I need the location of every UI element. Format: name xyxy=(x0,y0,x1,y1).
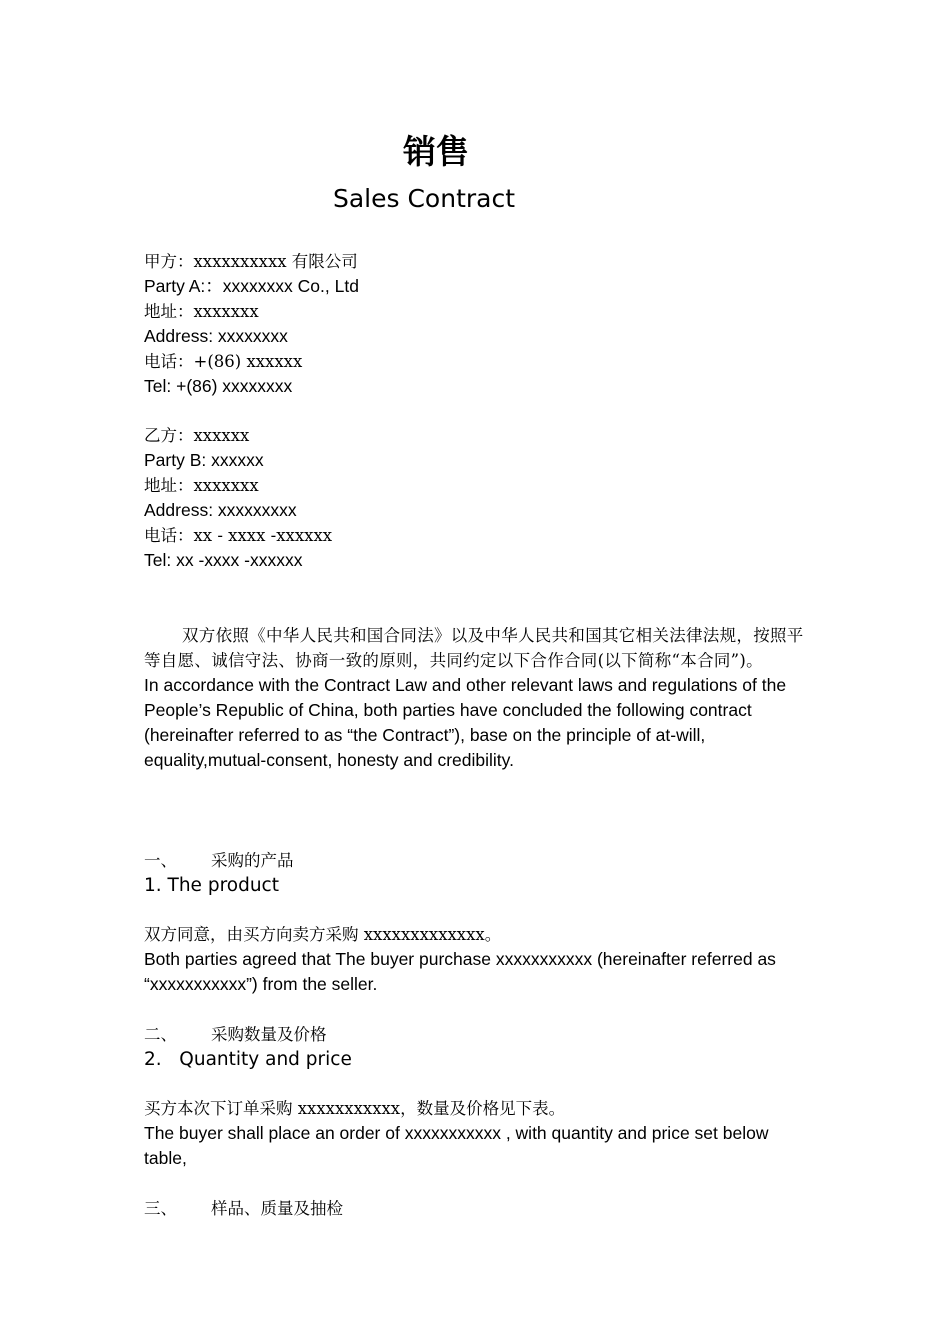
party-a-phone-en: Tel: +(86) xxxxxxxx xyxy=(144,376,293,396)
party-b-address-cn: 地址：xxxxxxx xyxy=(144,476,259,495)
party-b-name-cn: 乙方：xxxxxx xyxy=(144,426,250,445)
section-title-en: 1. The product xyxy=(144,875,279,896)
section-title-cn: 样品、质量及抽检 xyxy=(211,1199,343,1218)
section-product-body xyxy=(144,922,804,997)
party-a-block xyxy=(144,249,804,399)
party-a-address-cn: 地址：xxxxxxx xyxy=(144,302,259,321)
section-title-en: 2. Quantity and price xyxy=(144,1049,352,1070)
party-b-phone-en: Tel: xx -xxxx -xxxxxx xyxy=(144,550,303,570)
section-heading-cn xyxy=(144,848,804,873)
party-b-address-en: Address: xxxxxxxxx xyxy=(144,500,297,520)
document-title-cn: 销售 xyxy=(403,132,469,171)
party-a-name-cn: 甲方：xxxxxxxxxx 有限公司 xyxy=(144,252,358,271)
preamble-block xyxy=(144,623,804,773)
party-a-phone-cn: 电话：+(86) xxxxxx xyxy=(144,352,303,371)
section-body-cn: 双方同意，由买方向卖方采购 xxxxxxxxxxxxx。 xyxy=(144,925,502,944)
document-title-en: Sales Contract xyxy=(332,184,516,213)
section-number: 二、 xyxy=(144,1025,177,1044)
preamble-cn: 双方依照《中华人民共和国合同法》以及中华人民共和国其它相关法律法规，按照平等自愿、诚信守法、协商一致的原则，共同约定以下合作合同(以下简称“本合同”)。 xyxy=(144,626,804,670)
section-quantity-price-body xyxy=(144,1096,804,1171)
party-a-address-en: Address: xxxxxxxx xyxy=(144,326,288,346)
section-quantity-price xyxy=(144,1022,804,1072)
section-number: 三、 xyxy=(144,1199,177,1218)
section-body-en: Both parties agreed that The buyer purchase xxxxxxxxxxx (hereinafter referred as “xxxxxxxxxxx”) from the seller. xyxy=(144,949,776,994)
section-product xyxy=(144,848,804,898)
party-a-name-en: Party A:：xxxxxxxx Co., Ltd xyxy=(144,276,359,296)
section-samples-quality xyxy=(144,1196,804,1221)
party-b-block xyxy=(144,423,804,573)
section-title-cn: 采购的产品 xyxy=(211,851,294,870)
party-b-phone-cn: 电话：xx - xxxx -xxxxxx xyxy=(144,526,333,545)
section-body-en: The buyer shall place an order of xxxxxxxxxxx , with quantity and price set below table, xyxy=(144,1123,769,1168)
party-b-name-en: Party B: xxxxxx xyxy=(144,450,264,470)
section-title-cn: 采购数量及价格 xyxy=(211,1025,327,1044)
section-heading-cn xyxy=(144,1022,804,1047)
preamble-en: In accordance with the Contract Law and other relevant laws and regulations of the People’s Republic of China, both parties have concluded the following contract (hereinafter referred to as “the Contract”), base on the principle of at-will, equality,mutual-consent, honesty and credibility. xyxy=(144,675,787,770)
section-heading-cn xyxy=(144,1196,804,1221)
section-body-cn: 买方本次下订单采购 xxxxxxxxxxx，数量及价格见下表。 xyxy=(144,1099,566,1118)
section-number: 一、 xyxy=(144,851,177,870)
